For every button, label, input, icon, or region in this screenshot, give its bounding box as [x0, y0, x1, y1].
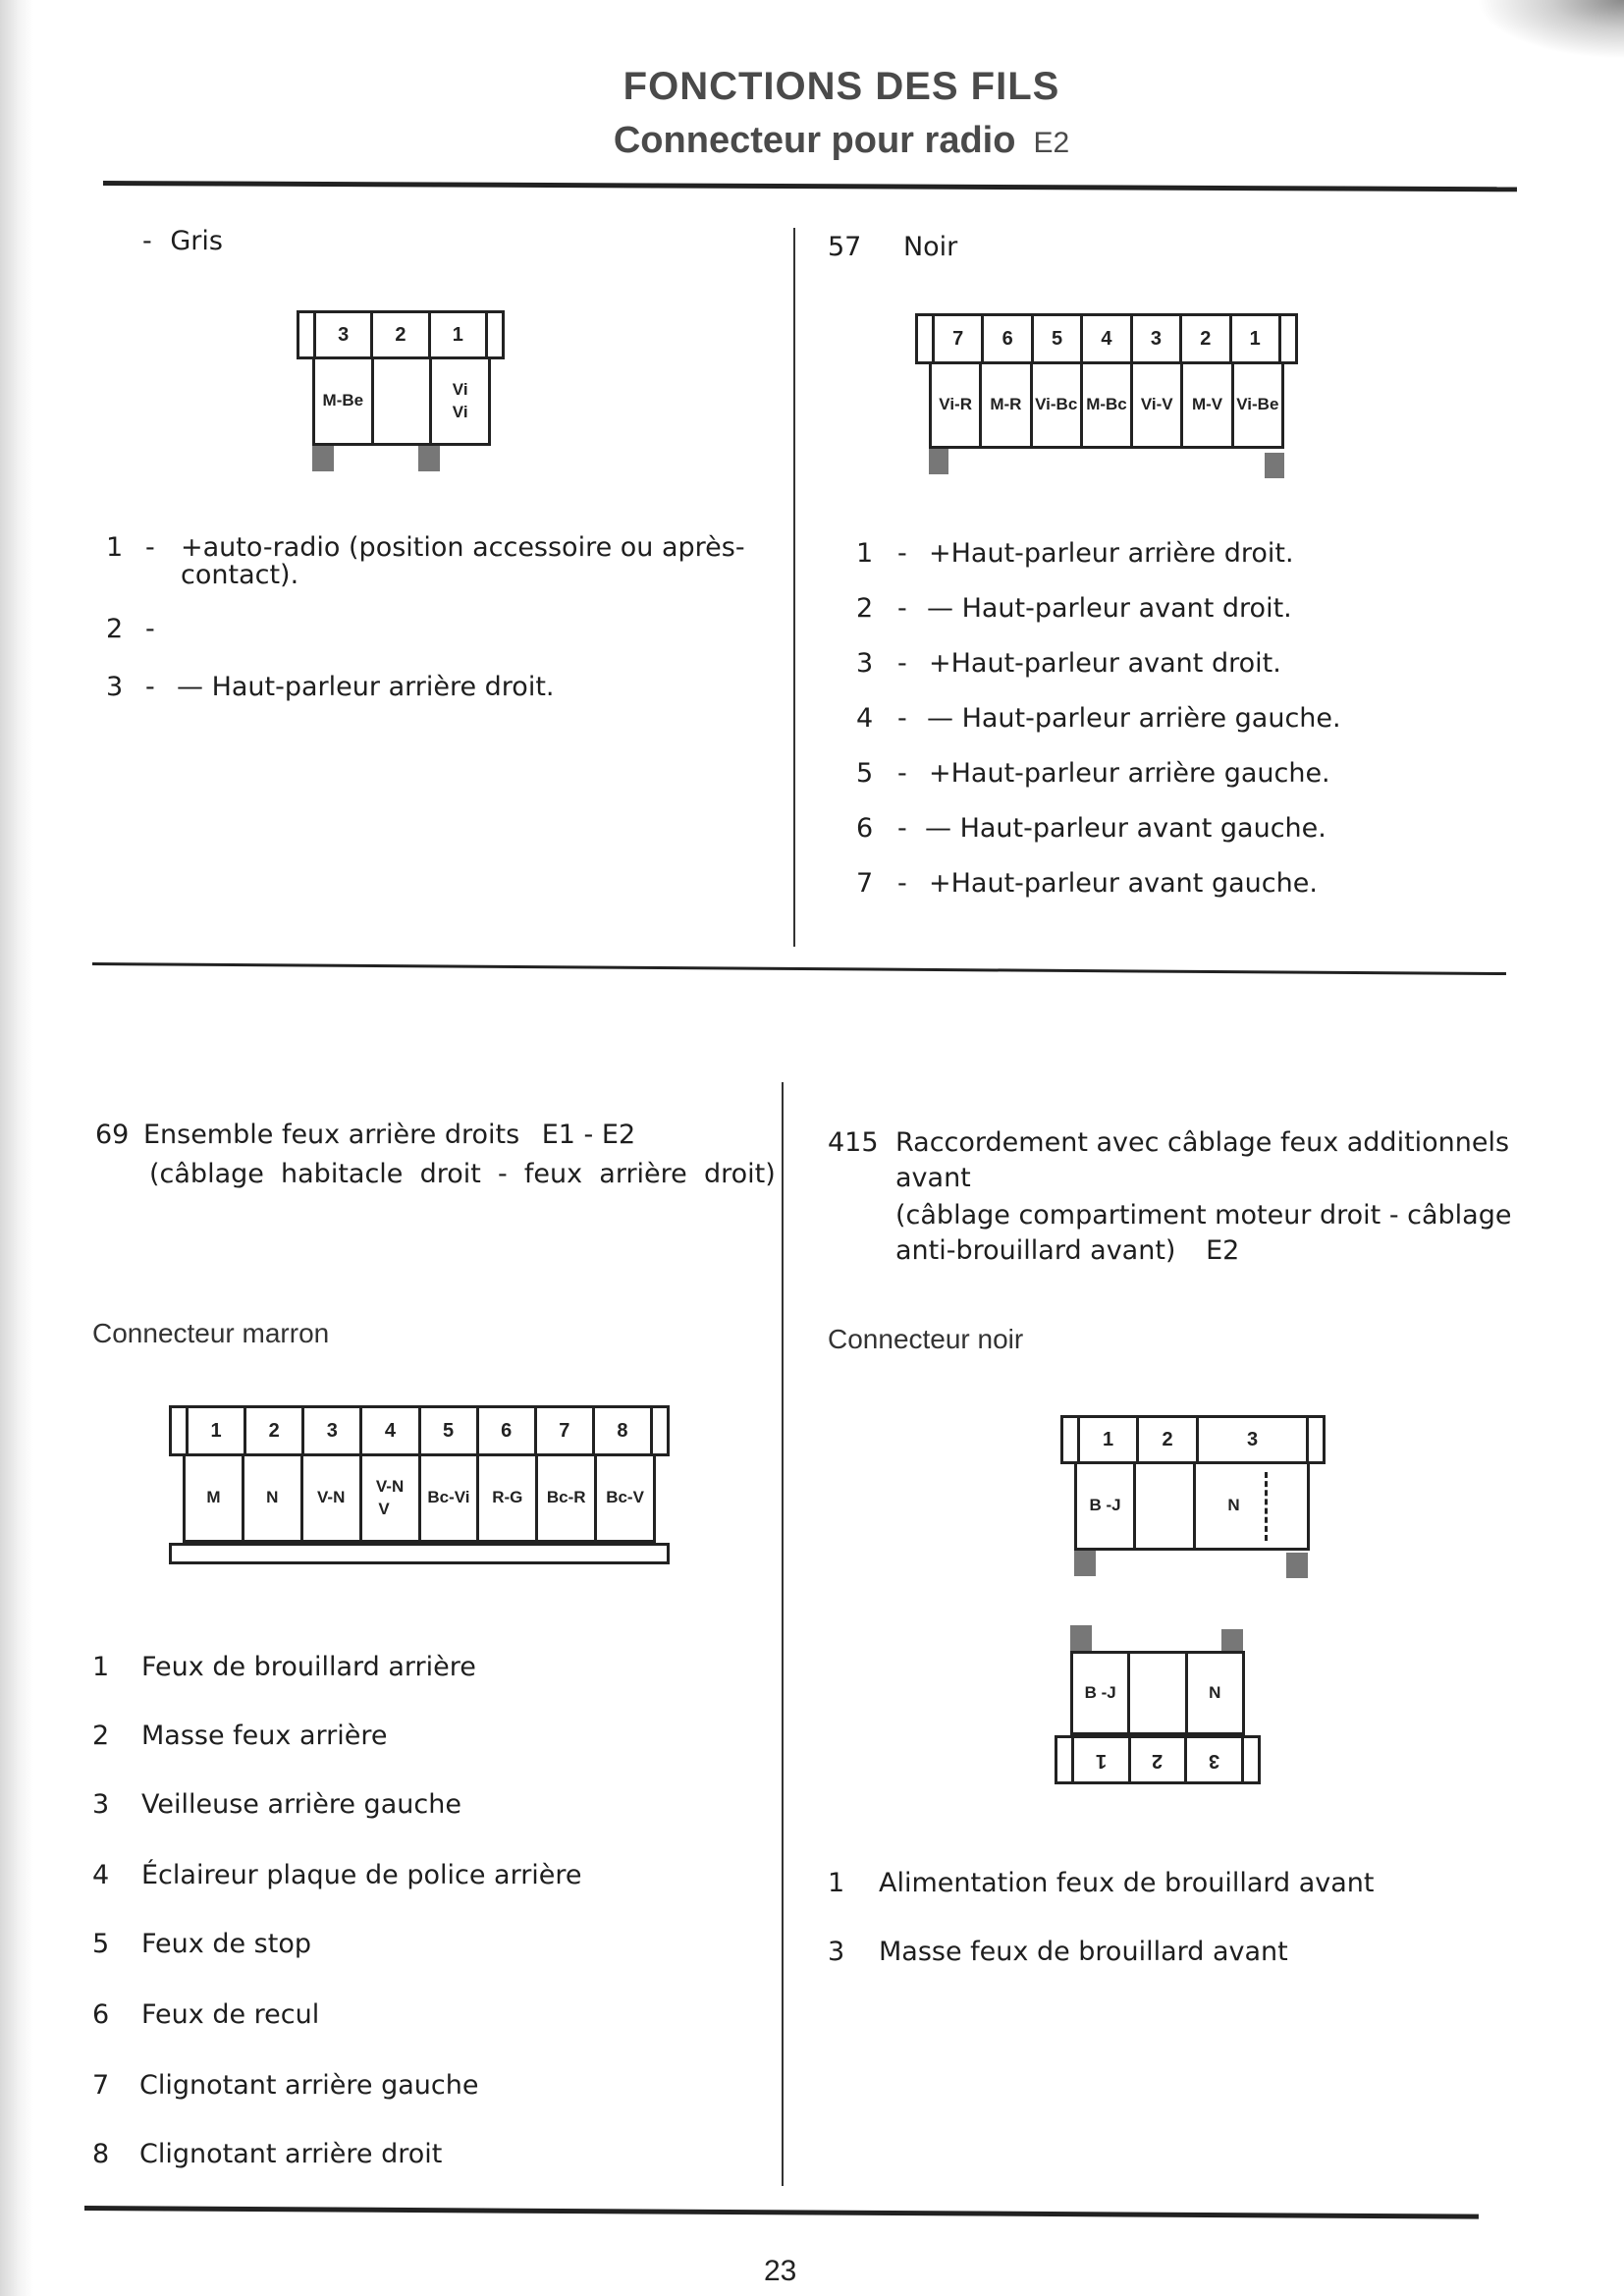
pin-number: 4 [856, 703, 874, 734]
pin-number: 4 [92, 1860, 110, 1890]
pin-number: 8 [595, 1408, 653, 1453]
black-connector-label [828, 234, 957, 261]
pin-number: 1 [189, 1408, 246, 1453]
connector-pin-header [169, 1405, 670, 1456]
pin-number: 3 [106, 672, 124, 702]
pin-number: 1 [1080, 1418, 1139, 1461]
function-text: Veilleuse arrière gauche [141, 1789, 461, 1820]
function-text: +Haut-parleur arrière droit. [929, 538, 1294, 569]
separator: - [145, 672, 155, 702]
subtitle-code: E2 [1033, 127, 1070, 159]
pin-number: 5 [421, 1408, 479, 1453]
wire-cell: B -J [1073, 1654, 1130, 1732]
wire-cell: Vi-R [932, 364, 982, 446]
wire-cell [597, 1456, 653, 1540]
function-text: Éclaireur plaque de police arrière [141, 1860, 582, 1890]
wire-cell [362, 1456, 421, 1540]
connector-cap [653, 1408, 667, 1453]
fog-lights-title-line-2: avant [895, 1163, 971, 1193]
function-text: Feux de stop [141, 1929, 311, 1959]
footer-rule [84, 2206, 1479, 2219]
rear-lights-subtitle: (câblage habitacle droit - feux arrière droit) [149, 1159, 776, 1189]
function-text: — Haut-parleur arrière gauche. [927, 703, 1341, 734]
function-text: +Haut-parleur avant gauche. [929, 868, 1318, 899]
wire-cell [1130, 1654, 1187, 1732]
wire-cell: Vi-Be [1236, 395, 1279, 414]
section-code: E1 - E2 [541, 1120, 636, 1150]
pin-number: 3 [1133, 316, 1182, 361]
scan-edge-shadow [0, 0, 33, 2296]
connector-latch [1265, 453, 1284, 478]
connector-pin-header [297, 310, 505, 359]
connector-cap [1244, 1738, 1258, 1781]
wire-color: Bc-V [606, 1488, 644, 1507]
function-text: +Haut-parleur arrière gauche. [929, 758, 1330, 789]
function-text: — Haut-parleur avant droit. [927, 593, 1292, 624]
label-prefix: - [142, 226, 152, 256]
pin-number: 7 [856, 868, 874, 899]
wire-cell [421, 1456, 480, 1540]
wire-cell: N [1209, 1682, 1221, 1702]
fog-lights-title-line-1: Raccordement avec câblage feux additionnels [895, 1127, 1510, 1158]
scan-corner-shadow [1477, 0, 1624, 59]
pin-number: 1 [828, 1868, 845, 1898]
subtitle-text: Connecteur pour radio [613, 120, 1016, 161]
wire-cell: Vi-V [1133, 364, 1183, 446]
fog-lights-number: 415 [828, 1127, 879, 1158]
wire-color: N [266, 1488, 279, 1507]
connector-pin-header [1055, 1735, 1261, 1784]
pin-number [1187, 1738, 1244, 1781]
wire-cell: B -J [1077, 1464, 1136, 1548]
pin-number: 1 [1232, 316, 1281, 361]
pin-number: 3 [304, 1408, 362, 1453]
connector-latch [312, 446, 334, 471]
wire-color: M-Be [322, 391, 364, 410]
connector-cap [1309, 1418, 1323, 1461]
section-code: E2 [1206, 1235, 1240, 1266]
pin-number: 3 [828, 1937, 845, 1967]
wire-cell: M-Bc [1083, 364, 1133, 446]
wire-color: Vi [452, 380, 468, 400]
connector-pin-header [1060, 1415, 1326, 1464]
rear-lights-heading [95, 1121, 635, 1149]
separator: - [897, 868, 907, 899]
separator: - [897, 538, 907, 569]
pin-number: 3 [92, 1789, 110, 1820]
pin-number: 1 [106, 532, 124, 563]
pin-number [1131, 1738, 1188, 1781]
header-rule [103, 181, 1517, 191]
separator: - [145, 614, 155, 644]
wire-cell [303, 1456, 362, 1540]
wire-color: Vi [452, 402, 468, 421]
connector-wire-body [312, 359, 491, 446]
connector-latch [418, 446, 440, 471]
pin-number: 8 [92, 2139, 110, 2169]
function-text: — Haut-parleur arrière droit. [177, 672, 555, 702]
connector-wire-body [183, 1456, 656, 1543]
connector-key-marker [1265, 1472, 1268, 1541]
separator: - [145, 532, 155, 563]
connector-base-rail [169, 1543, 670, 1564]
wire-cell [1136, 1464, 1196, 1548]
pin-number: 5 [1034, 316, 1083, 361]
wire-cell [186, 1456, 244, 1540]
pin-number: 5 [92, 1929, 110, 1959]
pin-number: 2 [92, 1721, 110, 1751]
wire-cell [374, 359, 433, 443]
connector-latch [1074, 1551, 1096, 1576]
connector-cap [1057, 1738, 1074, 1781]
wire-color: R-G [492, 1488, 523, 1507]
wire-color: Bc-Vi [427, 1488, 470, 1507]
pin-number: 6 [92, 1999, 110, 2030]
connector-cap [918, 316, 935, 361]
page-title: FONCTIONS DES FILS [623, 65, 1060, 108]
pin-number: 7 [537, 1408, 595, 1453]
pin-number-inverted: 2 [1152, 1749, 1164, 1772]
function-item [106, 532, 744, 601]
pin-number: 3 [316, 313, 373, 356]
connector-cap [1281, 316, 1295, 361]
wire-cell [315, 359, 374, 443]
section-title: Ensemble feux arrière droits [142, 1120, 520, 1150]
rear-lights-connector-label: Connecteur marron [92, 1318, 330, 1348]
function-text-continued: contact). [181, 560, 299, 590]
connector-latch [1286, 1553, 1308, 1578]
function-text: Feux de brouillard arrière [141, 1652, 476, 1682]
separator: - [897, 703, 907, 734]
pin-number: 7 [935, 316, 984, 361]
pin-number: 6 [856, 813, 874, 844]
function-text: Feux de recul [141, 1999, 320, 2030]
page-number: 23 [764, 2255, 797, 2287]
fog-lights-connector-label: Connecteur noir [828, 1324, 1024, 1354]
pin-number [1074, 1738, 1131, 1781]
wire-cell: M-R [982, 364, 1032, 446]
function-text: +Haut-parleur avant droit. [929, 648, 1281, 679]
connector-wire-body [1070, 1651, 1245, 1735]
pin-number: 6 [984, 316, 1033, 361]
function-text: Masse feux arrière [141, 1721, 388, 1751]
wire-cell [538, 1456, 597, 1540]
wire-color: V-N [375, 1477, 405, 1497]
pin-number: 3 [1199, 1418, 1309, 1461]
separator: - [897, 593, 907, 624]
function-text: Clignotant arrière droit [139, 2139, 443, 2169]
connector-pin-header [915, 313, 1298, 364]
pin-number: 2 [246, 1408, 304, 1453]
pin-number: 7 [92, 2070, 110, 2101]
connector-cap [1063, 1418, 1080, 1461]
pin-number: 4 [362, 1408, 420, 1453]
connector-latch [929, 449, 948, 474]
pin-number: 1 [856, 538, 874, 569]
connector-cap [299, 313, 316, 356]
connector-wire-body [929, 364, 1284, 449]
column-divider-bottom [782, 1082, 784, 2186]
label-text: Gris [170, 226, 223, 256]
function-text: +auto-radio (position accessoire ou après- [181, 532, 745, 563]
function-text: Masse feux de brouillard avant [879, 1937, 1288, 1967]
pin-number: 2 [1182, 316, 1231, 361]
pin-number: 4 [1083, 316, 1132, 361]
wire-cell: N [1227, 1496, 1240, 1515]
separator: - [897, 813, 907, 844]
pin-number: 1 [92, 1652, 110, 1682]
connector-cap [172, 1408, 189, 1453]
pin-number: 6 [479, 1408, 537, 1453]
wire-cell [244, 1456, 303, 1540]
wire-cell: M-V [1183, 364, 1233, 446]
pin-number: 2 [373, 313, 430, 356]
wire-color: M [206, 1488, 221, 1507]
separator: - [897, 648, 907, 679]
column-divider-top [793, 228, 795, 947]
connector-wire-body [1074, 1464, 1310, 1551]
section-divider [92, 962, 1506, 975]
connector-latch [1070, 1625, 1092, 1651]
wire-cell [432, 359, 488, 443]
fog-lights-title-line-3: (câblage compartiment moteur droit - câblage [895, 1200, 1512, 1230]
wire-color: Bc-R [546, 1488, 586, 1507]
connector-number: 57 [828, 232, 862, 262]
wire-color: V [378, 1499, 390, 1518]
wire-cell [479, 1456, 538, 1540]
pin-number: 2 [106, 614, 124, 644]
pin-number-inverted: 1 [1095, 1749, 1107, 1772]
connector-number: 69 [95, 1120, 130, 1150]
wire-cell: Vi-Bc [1033, 364, 1083, 446]
pin-number-inverted: 3 [1209, 1749, 1220, 1772]
connector-cap [488, 313, 502, 356]
pin-number: 2 [856, 593, 874, 624]
function-text: — Haut-parleur avant gauche. [925, 813, 1326, 844]
page-subtitle [0, 120, 1624, 162]
label-text: Noir [902, 232, 958, 262]
fog-lights-title-line-4 [895, 1237, 1239, 1265]
pin-number: 5 [856, 758, 874, 789]
wire-color: V-N [317, 1488, 346, 1507]
function-text: Clignotant arrière gauche [139, 2070, 479, 2101]
grey-connector-label [142, 228, 223, 255]
pin-number: 2 [1139, 1418, 1199, 1461]
pin-number: 1 [431, 313, 488, 356]
title-text: anti-brouillard avant) [895, 1235, 1176, 1266]
pin-number: 3 [856, 648, 874, 679]
function-text: Alimentation feux de brouillard avant [879, 1868, 1375, 1898]
separator: - [897, 758, 907, 789]
